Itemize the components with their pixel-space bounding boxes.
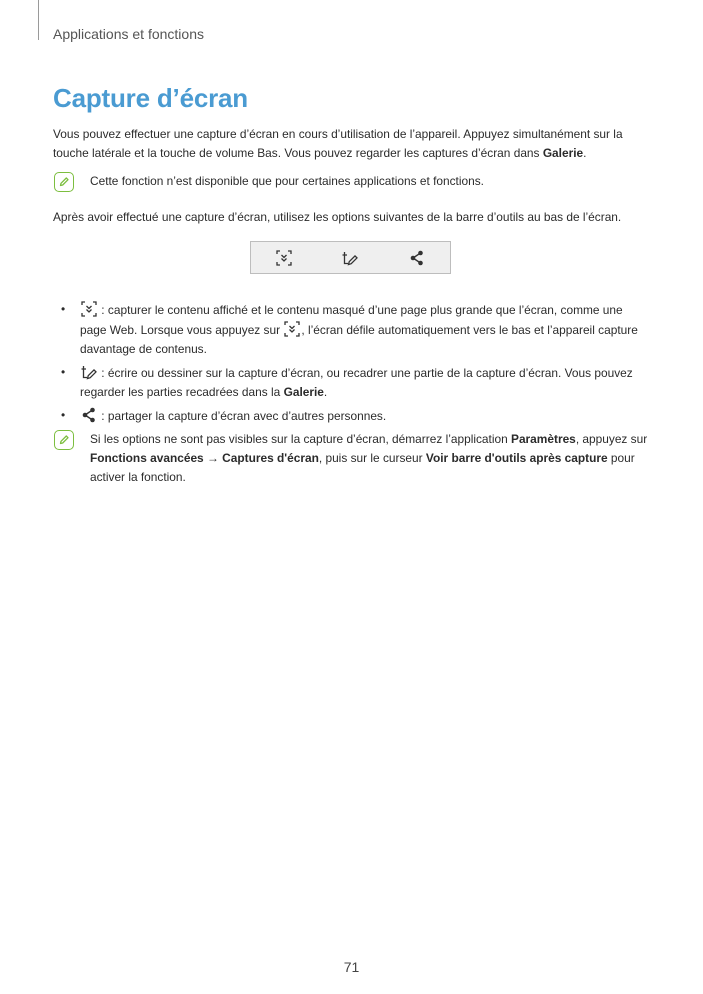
scroll-capture-icon bbox=[270, 244, 298, 272]
note-availability-text: Cette fonction n’est disponible que pour certaines applications et fonctions. bbox=[90, 174, 484, 188]
draw-crop-gallery: Galerie bbox=[283, 385, 324, 399]
page-number: 71 bbox=[343, 959, 360, 975]
bullet-marker: • bbox=[61, 365, 66, 379]
list-item bbox=[53, 406, 648, 426]
note-pencil-icon bbox=[54, 172, 74, 192]
arrow-separator: → bbox=[203, 451, 223, 465]
draw-crop-desc: : écrire ou dessiner sur la capture d’écran, ou recadrer une partie de la capture d’écran. Vous pouvez regarder les parties recadrées dans la bbox=[80, 366, 633, 399]
settings-app-name: Paramètres bbox=[511, 432, 576, 446]
page-title: Capture d’écran bbox=[53, 83, 248, 113]
scroll-capture-icon bbox=[283, 320, 301, 338]
draw-crop-desc-end: . bbox=[323, 385, 328, 399]
share-icon bbox=[403, 244, 431, 272]
draw-crop-icon bbox=[80, 363, 98, 381]
bullet-marker: • bbox=[61, 408, 66, 422]
note-settings-part: , appuyez sur bbox=[575, 432, 648, 446]
toolbar-switch-label: Voir barre d'outils après capture bbox=[425, 451, 608, 465]
header-rule bbox=[38, 0, 39, 40]
scroll-capture-icon bbox=[80, 300, 98, 318]
intro-text: Vous pouvez effectuer une capture d’écran en cours d’utilisation de l’appareil. Appuyez simultanément sur la touche latérale et la touche de volume Bas. Vous pouvez regarder les captures d’écran dans bbox=[53, 127, 623, 160]
note-settings-part: Si les options ne sont pas visibles sur la capture d’écran, démarrez l’application bbox=[90, 432, 512, 446]
note-settings-text bbox=[90, 430, 648, 487]
share-desc: : partager la capture d’écran avec d’autres personnes. bbox=[98, 409, 387, 423]
list-item bbox=[53, 300, 648, 359]
note-pencil-icon bbox=[54, 430, 74, 450]
note-settings-part: pour activer la fonction. bbox=[90, 451, 635, 484]
scroll-capture-desc-end: , l’écran défile automatiquement vers le bas et l’appareil capture davantage de contenus. bbox=[80, 323, 638, 356]
toolbar-illustration bbox=[53, 241, 648, 274]
screenshot-toolbar bbox=[250, 241, 451, 274]
intro-gallery: Galerie bbox=[542, 146, 584, 160]
note-settings bbox=[53, 430, 648, 487]
intro-end: . bbox=[583, 146, 587, 160]
scroll-capture-desc: : capturer le contenu affiché et le contenu masqué d’une page plus grande que l’écran, comme une page Web. Lorsque vous appuyez sur bbox=[80, 303, 623, 337]
toolbar-intro-text: Après avoir effectué une capture d’écran, utilisez les options suivantes de la barre d’outils au bas de l’écran. bbox=[53, 210, 622, 224]
screenshots-label: Captures d'écran bbox=[222, 451, 319, 465]
list-item bbox=[53, 363, 648, 402]
note-settings-part: , puis sur le curseur bbox=[318, 451, 426, 465]
share-icon bbox=[80, 406, 98, 424]
advanced-features-label: Fonctions avancées bbox=[90, 451, 204, 465]
draw-crop-icon bbox=[336, 244, 364, 272]
bullet-marker: • bbox=[61, 302, 66, 316]
section-header: Applications et fonctions bbox=[53, 26, 204, 42]
toolbar-options-list bbox=[53, 300, 648, 426]
content-body bbox=[53, 125, 648, 487]
note-availability bbox=[53, 172, 648, 194]
intro-paragraph bbox=[53, 125, 648, 163]
